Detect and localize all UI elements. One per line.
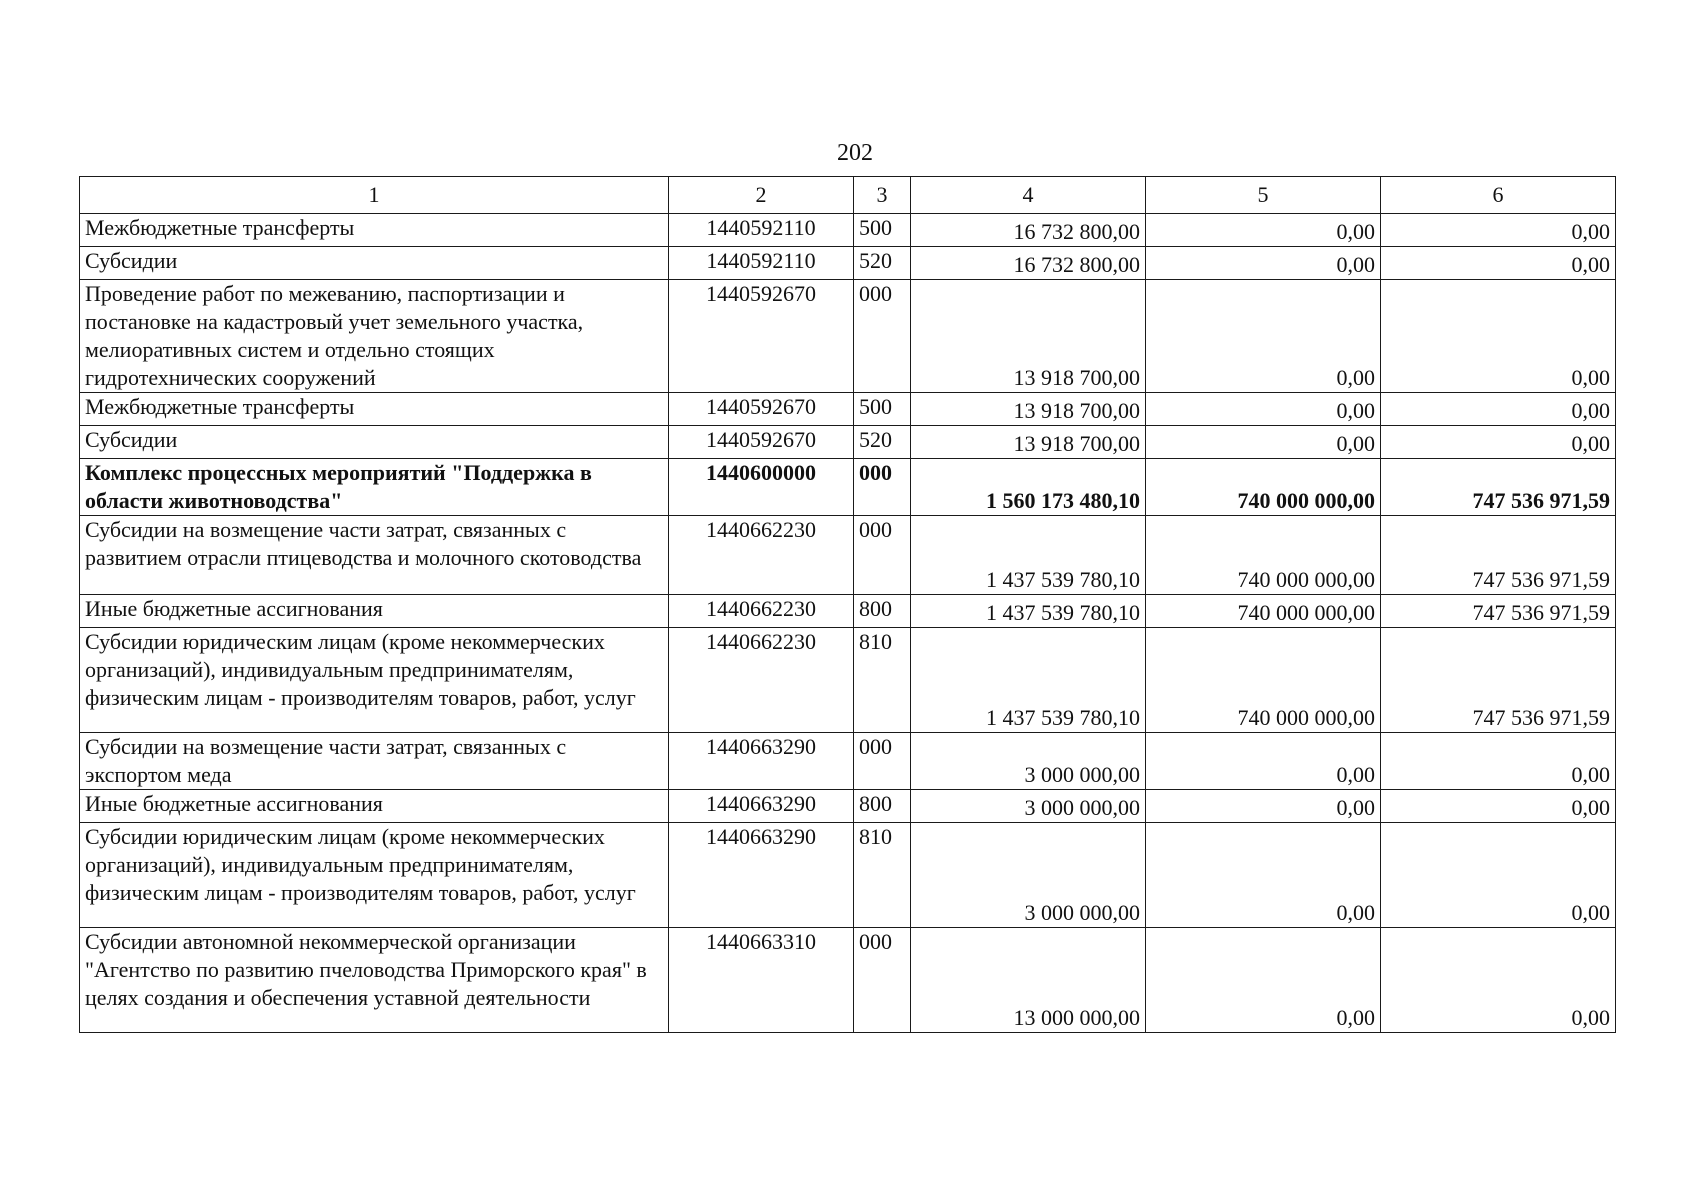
row-name-cell: Субсидии автономной некоммерческой организации "Агентство по развитию пчеловодства Приморского края" в целях создания и обеспечения уставной деятельности bbox=[80, 928, 669, 1033]
amount-col6-cell: 0,00 bbox=[1381, 928, 1616, 1033]
amount-col6-cell: 0,00 bbox=[1381, 790, 1616, 823]
budget-table bbox=[79, 176, 1616, 1033]
row-name-cell: Субсидии на возмещение части затрат, связанных с экспортом меда bbox=[80, 733, 669, 790]
expense-type-cell: 500 bbox=[854, 393, 911, 426]
amount-col4-cell: 3 000 000,00 bbox=[911, 733, 1146, 790]
row-name-cell: Проведение работ по межеванию, паспортизации и постановке на кадастровый учет земельного участка, мелиоративных систем и отдельно стоящих гидротехнических сооружений bbox=[80, 280, 669, 393]
expense-type-cell: 800 bbox=[854, 790, 911, 823]
amount-col4-cell: 13 918 700,00 bbox=[911, 393, 1146, 426]
amount-col5-cell: 0,00 bbox=[1146, 790, 1381, 823]
expense-type-cell: 500 bbox=[854, 214, 911, 247]
table-row bbox=[80, 628, 1616, 733]
table-row bbox=[80, 426, 1616, 459]
row-name-cell: Субсидии bbox=[80, 426, 669, 459]
amount-col5-cell: 740 000 000,00 bbox=[1146, 628, 1381, 733]
amount-col5-cell: 0,00 bbox=[1146, 823, 1381, 928]
amount-col6-cell: 0,00 bbox=[1381, 280, 1616, 393]
amount-col5-cell: 0,00 bbox=[1146, 733, 1381, 790]
expense-type-cell: 810 bbox=[854, 628, 911, 733]
amount-col6-cell: 0,00 bbox=[1381, 247, 1616, 280]
row-name-cell: Комплекс процессных мероприятий "Поддержка в области животноводства" bbox=[80, 459, 669, 516]
row-name-cell: Иные бюджетные ассигнования bbox=[80, 595, 669, 628]
table-row bbox=[80, 733, 1616, 790]
target-code-cell: 1440662230 bbox=[669, 516, 854, 595]
row-name-cell: Субсидии bbox=[80, 247, 669, 280]
expense-type-cell: 520 bbox=[854, 426, 911, 459]
amount-col6-cell: 0,00 bbox=[1381, 426, 1616, 459]
target-code-cell: 1440663290 bbox=[669, 823, 854, 928]
expense-type-cell: 000 bbox=[854, 516, 911, 595]
target-code-cell: 1440663290 bbox=[669, 790, 854, 823]
table-row bbox=[80, 928, 1616, 1033]
target-code-cell: 1440592670 bbox=[669, 393, 854, 426]
target-code-cell: 1440663310 bbox=[669, 928, 854, 1033]
column-header: 3 bbox=[854, 177, 911, 214]
column-header: 6 bbox=[1381, 177, 1616, 214]
expense-type-cell: 520 bbox=[854, 247, 911, 280]
expense-type-cell: 000 bbox=[854, 733, 911, 790]
amount-col5-cell: 0,00 bbox=[1146, 214, 1381, 247]
amount-col6-cell: 747 536 971,59 bbox=[1381, 459, 1616, 516]
row-name-cell: Межбюджетные трансферты bbox=[80, 214, 669, 247]
amount-col4-cell: 3 000 000,00 bbox=[911, 823, 1146, 928]
amount-col6-cell: 747 536 971,59 bbox=[1381, 595, 1616, 628]
amount-col5-cell: 0,00 bbox=[1146, 393, 1381, 426]
amount-col6-cell: 747 536 971,59 bbox=[1381, 628, 1616, 733]
amount-col4-cell: 1 560 173 480,10 bbox=[911, 459, 1146, 516]
target-code-cell: 1440592110 bbox=[669, 214, 854, 247]
target-code-cell: 1440592670 bbox=[669, 426, 854, 459]
amount-col5-cell: 740 000 000,00 bbox=[1146, 459, 1381, 516]
amount-col4-cell: 1 437 539 780,10 bbox=[911, 628, 1146, 733]
target-code-cell: 1440663290 bbox=[669, 733, 854, 790]
amount-col5-cell: 740 000 000,00 bbox=[1146, 595, 1381, 628]
amount-col4-cell: 1 437 539 780,10 bbox=[911, 595, 1146, 628]
target-code-cell: 1440592110 bbox=[669, 247, 854, 280]
amount-col4-cell: 16 732 800,00 bbox=[911, 247, 1146, 280]
table-row bbox=[80, 214, 1616, 247]
row-name-cell: Межбюджетные трансферты bbox=[80, 393, 669, 426]
amount-col5-cell: 0,00 bbox=[1146, 426, 1381, 459]
table-row bbox=[80, 459, 1616, 516]
expense-type-cell: 000 bbox=[854, 928, 911, 1033]
page-number: 202 bbox=[837, 140, 873, 166]
column-header: 5 bbox=[1146, 177, 1381, 214]
row-name-cell: Субсидии юридическим лицам (кроме некоммерческих организаций), индивидуальным предпринимателям, физическим лицам - производителям товаров, работ, услуг bbox=[80, 823, 669, 928]
target-code-cell: 1440592670 bbox=[669, 280, 854, 393]
column-header: 1 bbox=[80, 177, 669, 214]
table-row bbox=[80, 393, 1616, 426]
amount-col6-cell: 0,00 bbox=[1381, 733, 1616, 790]
column-number-row bbox=[80, 177, 1616, 214]
table-row bbox=[80, 823, 1616, 928]
row-name-cell: Иные бюджетные ассигнования bbox=[80, 790, 669, 823]
target-code-cell: 1440600000 bbox=[669, 459, 854, 516]
amount-col5-cell: 740 000 000,00 bbox=[1146, 516, 1381, 595]
table-row bbox=[80, 247, 1616, 280]
amount-col4-cell: 13 918 700,00 bbox=[911, 280, 1146, 393]
amount-col4-cell: 1 437 539 780,10 bbox=[911, 516, 1146, 595]
amount-col6-cell: 0,00 bbox=[1381, 393, 1616, 426]
amount-col4-cell: 13 918 700,00 bbox=[911, 426, 1146, 459]
amount-col5-cell: 0,00 bbox=[1146, 280, 1381, 393]
amount-col5-cell: 0,00 bbox=[1146, 247, 1381, 280]
amount-col6-cell: 0,00 bbox=[1381, 823, 1616, 928]
target-code-cell: 1440662230 bbox=[669, 595, 854, 628]
amount-col4-cell: 13 000 000,00 bbox=[911, 928, 1146, 1033]
amount-col6-cell: 747 536 971,59 bbox=[1381, 516, 1616, 595]
table-row bbox=[80, 280, 1616, 393]
amount-col6-cell: 0,00 bbox=[1381, 214, 1616, 247]
expense-type-cell: 810 bbox=[854, 823, 911, 928]
column-header: 2 bbox=[669, 177, 854, 214]
row-name-cell: Субсидии на возмещение части затрат, связанных с развитием отрасли птицеводства и молочного скотоводства bbox=[80, 516, 669, 595]
table-row bbox=[80, 790, 1616, 823]
expense-type-cell: 000 bbox=[854, 459, 911, 516]
column-header: 4 bbox=[911, 177, 1146, 214]
expense-type-cell: 800 bbox=[854, 595, 911, 628]
expense-type-cell: 000 bbox=[854, 280, 911, 393]
amount-col4-cell: 3 000 000,00 bbox=[911, 790, 1146, 823]
amount-col5-cell: 0,00 bbox=[1146, 928, 1381, 1033]
row-name-cell: Субсидии юридическим лицам (кроме некоммерческих организаций), индивидуальным предпринимателям, физическим лицам - производителям товаров, работ, услуг bbox=[80, 628, 669, 733]
target-code-cell: 1440662230 bbox=[669, 628, 854, 733]
table-row bbox=[80, 516, 1616, 595]
amount-col4-cell: 16 732 800,00 bbox=[911, 214, 1146, 247]
table-row bbox=[80, 595, 1616, 628]
